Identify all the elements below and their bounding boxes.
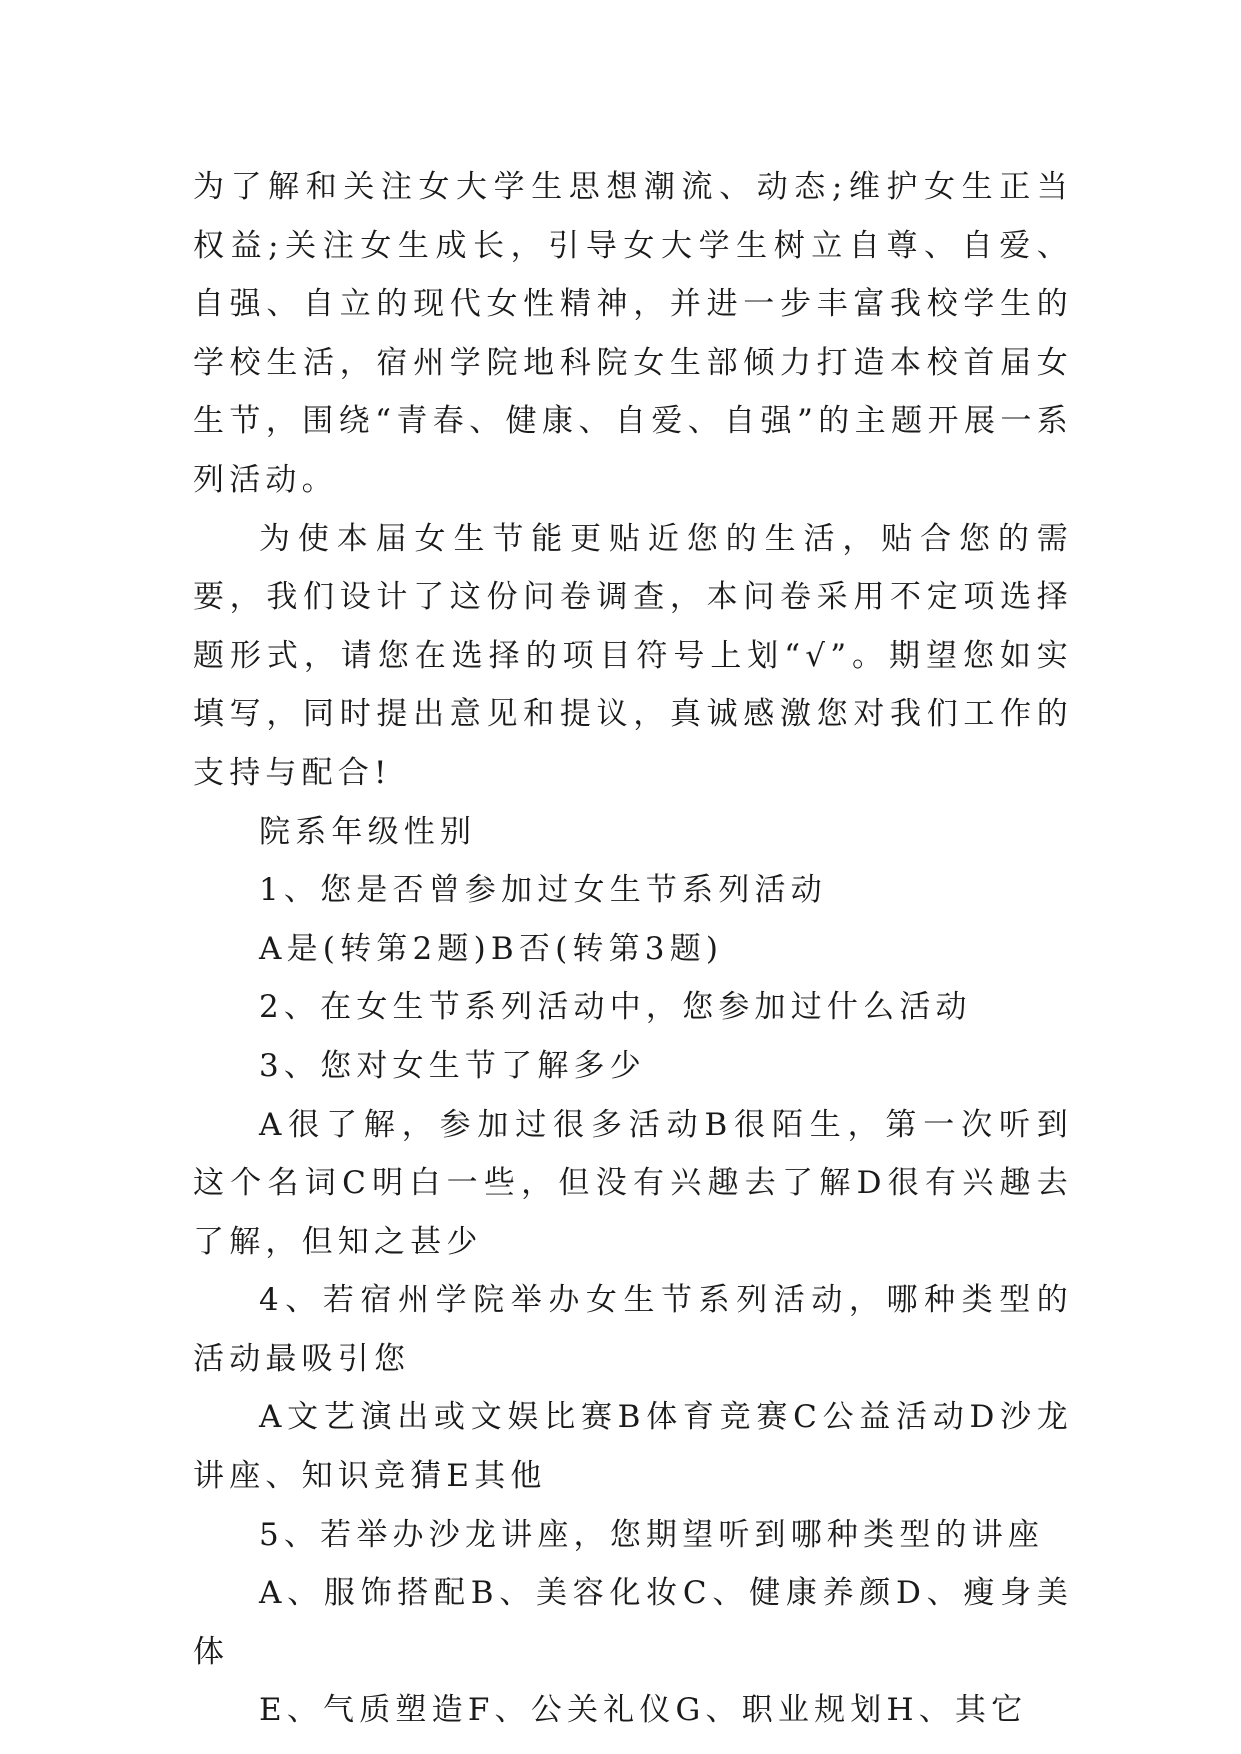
question-3: 3、您对女生节了解多少 <box>259 1047 646 1084</box>
respondent-info-line: 院系年级性别 <box>259 813 477 850</box>
question-5-options-line-2: E、气质塑造F、公关礼仪G、职业规划H、其它 <box>259 1692 1028 1729</box>
question-5: 5、若举办沙龙讲座，您期望听到哪种类型的讲座 <box>259 1516 1045 1553</box>
question-4: 4、若宿州学院举办女生节系列活动，哪种类型的活动最吸引您 <box>193 1282 1073 1377</box>
question-4-options: A文艺演出或文娱比赛B体育竞赛C公益活动D沙龙讲座、知识竞猜E其他 <box>193 1399 1073 1495</box>
document-body <box>193 158 1073 1740</box>
intro-paragraph: 为了解和关注女大学生思想潮流、动态;维护女生正当权益;关注女生成长，引导女大学生树立自尊、自爱、自强、自立的现代女性精神，并进一步丰富我校学生的学校生活，宿州学院地科院女生部倾力打造本校首届女生节，围绕“青春、健康、自爱、自强”的主题开展一系列活动。 <box>193 169 1073 498</box>
question-2: 2、在女生节系列活动中，您参加过什么活动 <box>259 989 972 1026</box>
instructions-paragraph: 为使本届女生节能更贴近您的生活，贴合您的需要，我们设计了这份问卷调查，本问卷采用不定项选择题形式，请您在选择的项目符号上划“√”。期望您如实填写，同时提出意见和提议，真诚感激您对我们工作的支持与配合! <box>193 520 1073 791</box>
question-5-options-line-1: A、服饰搭配B、美容化妆C、健康养颜D、瘦身美体 <box>193 1575 1073 1670</box>
question-1-options: A是(转第2题)B否(转第3题) <box>259 930 724 967</box>
question-3-options: A很了解，参加过很多活动B很陌生，第一次听到这个名词C明白一些，但没有兴趣去了解D很有兴趣去了解，但知之甚少 <box>193 1106 1073 1260</box>
question-1: 1、您是否曾参加过女生节系列活动 <box>259 872 827 909</box>
